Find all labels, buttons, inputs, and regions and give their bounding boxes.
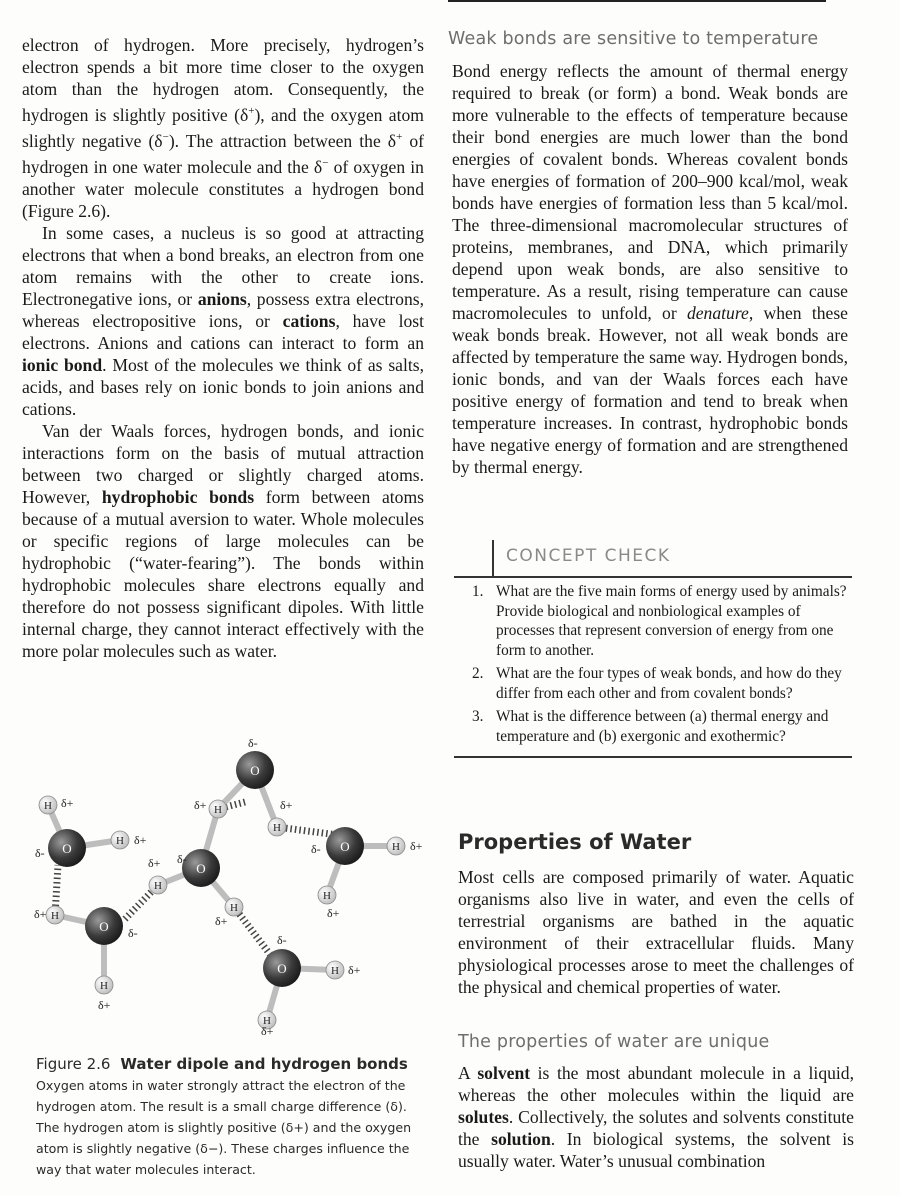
figure-number: Figure 2.6 — [36, 1055, 111, 1073]
charge-label: δ+ — [61, 796, 74, 810]
oxygen-label: O — [99, 919, 109, 934]
hydrogen-label: H — [44, 800, 52, 812]
oxygen-label: O — [62, 841, 72, 856]
question-number: 2. — [472, 665, 484, 682]
key-term: solvent — [477, 1063, 531, 1083]
concept-check-header — [454, 540, 852, 578]
text-run: Van der Waals forces, hydrogen bonds, and ionic interactions form on the basis of mutual attraction between two charged or slightly charged atoms. However, — [22, 420, 424, 507]
text-run: . Most of the molecules we think of as salts, acids, and bases rely on ionic bonds to join anions and cations. — [22, 354, 425, 419]
text-run: ), and the oxygen atom slightly negative (δ — [22, 104, 424, 151]
properties-section — [458, 830, 854, 1172]
figure-caption-text: Oxygen atoms in water strongly attract the electron of the hydrogen atom. The result is a small charge difference (δ). The hydrogen atom is slightly positive (δ+) and the oxygen atom is slightly negative (δ−). These charges influence the way that water molecules interact. — [36, 1078, 412, 1177]
heading-water-unique: The properties of water are unique — [458, 1032, 770, 1052]
charge-label: δ+ — [410, 839, 423, 853]
hydrogen-label: H — [392, 841, 400, 853]
hydrogen-label: H — [263, 1015, 271, 1027]
oxygen-label: O — [250, 763, 260, 778]
charge-superscript: − — [322, 156, 329, 169]
paragraph-solvent — [458, 1062, 854, 1172]
charge-label: δ+ — [215, 914, 228, 928]
paragraph-ionic-bond — [22, 222, 424, 420]
concept-check-label: CONCEPT CHECK — [506, 546, 671, 566]
water-molecules-figure — [30, 735, 430, 1035]
text-run: of hydrogen in one water molecule and the δ — [22, 130, 424, 177]
unique-body — [458, 1062, 854, 1172]
text-run: ). The attraction between the δ — [168, 130, 397, 151]
key-term: cations — [282, 310, 336, 331]
figure-title: Water dipole and hydrogen bonds — [120, 1055, 408, 1073]
figure-caption — [36, 1054, 416, 1180]
heading-properties-of-water: Properties of Water — [458, 830, 692, 854]
oxygen-label: O — [277, 961, 287, 976]
concept-question — [454, 664, 852, 703]
text-run: In some cases, a nucleus is so good at attracting electrons that when a bond breaks, an electron from one atom remains with the other to create ions. Electronegative ions, or — [22, 222, 424, 309]
hydrogen-label: H — [273, 822, 281, 834]
text-run: electron of hydrogen. More precisely, hydrogen’s electron spends a bit more time closer to the oxygen atom than the hydrogen atom. Consequently, the hydrogen is slightly positive (δ — [22, 35, 424, 125]
question-text: What is the difference between (a) thermal energy and temperature and (b) exergonic and exothermic? — [496, 708, 829, 745]
text-run: is the most abundant molecule in a liquid, whereas the other molecules within the liquid are — [458, 1063, 854, 1105]
text-run: , possess extra electrons, whereas electropositive ions, or — [22, 288, 425, 331]
key-term: hydrophobic bonds — [101, 486, 255, 507]
concept-question — [454, 582, 852, 660]
charge-label: δ+ — [194, 798, 207, 812]
hydrogen-bond — [234, 907, 272, 957]
concept-check-box — [454, 540, 852, 758]
oxygen-label: O — [340, 839, 350, 854]
key-term: solutes — [458, 1107, 509, 1127]
concept-check-questions — [454, 582, 852, 746]
charge-superscript: − — [162, 130, 169, 143]
hydrogen-label: H — [331, 965, 339, 977]
text-run: form between atoms because of a mutual aversion to water. Whole molecules or specific regions of large molecules can be hydrophobic (“water-fearing”). The bonds within hydrophobic molecules share electrons equally and therefore do not possess significant dipoles. With little internal charge, they cannot interact effectively with the more polar molecules such as water. — [22, 486, 424, 661]
charge-label: δ+ — [348, 963, 361, 977]
left-body-text — [22, 34, 424, 662]
key-term: solution — [491, 1129, 551, 1149]
charge-superscript: + — [248, 105, 255, 117]
weak-bonds-body — [452, 60, 848, 478]
charge-superscript: + — [396, 130, 403, 143]
hydrogen-label: H — [100, 980, 108, 992]
paragraph-hydrogen-bond — [22, 34, 424, 222]
charge-label: δ- — [277, 933, 287, 947]
hydrogen-label: H — [116, 835, 124, 847]
hydrogen-label: H — [214, 804, 222, 816]
left-column — [22, 34, 424, 662]
concept-question — [454, 707, 852, 746]
charge-label: δ- — [248, 736, 258, 750]
key-term: anions — [197, 288, 247, 309]
text-run: , when these weak bonds break. However, not all weak bonds are affected by temperature the same way. Hydrogen bonds, ionic bonds, and van der Waals forces each have positive energy of formation and tend to break when temperature increases. In contrast, hydrophobic bonds have negative energy of formation and are strengthened by thermal energy. — [452, 303, 848, 477]
emphasis: denature — [686, 303, 749, 323]
text-run: . Collectively, the solutes and solvents constitute the — [458, 1107, 854, 1149]
text-run: . In biological systems, the solvent is usually water. Water’s unusual combination — [458, 1129, 854, 1171]
properties-body — [458, 866, 854, 998]
charge-label: δ+ — [148, 856, 161, 870]
charge-label: δ+ — [134, 833, 147, 847]
question-text: What are the four types of weak bonds, and how do they differ from each other and from covalent bonds? — [496, 665, 842, 702]
charge-label: δ+ — [280, 798, 293, 812]
charge-label: δ+ — [98, 998, 111, 1012]
text-run: A — [458, 1063, 478, 1083]
hydrogen-label: H — [154, 880, 162, 892]
charge-label: δ- — [128, 926, 138, 940]
oxygen-label: O — [196, 861, 206, 876]
key-term: ionic bond — [22, 354, 103, 375]
question-text: What are the five main forms of energy used by animals? Provide biological and nonbiological examples of processes that represent conversion of energy from one form to another. — [496, 583, 847, 659]
text-run: of oxygen in another water molecule constitutes a hydrogen bond (Figure 2.6). — [22, 156, 424, 221]
question-number: 1. — [472, 583, 484, 600]
hydrogen-label: H — [323, 890, 331, 902]
paragraph-weak-bonds — [452, 60, 848, 478]
charge-label: δ- — [311, 842, 321, 856]
hydrogen-label: H — [51, 910, 59, 922]
hydrogen-label: H — [230, 902, 238, 914]
charge-label: δ+ — [261, 1024, 274, 1035]
charge-label: δ- — [177, 852, 187, 866]
heading-weak-bonds: Weak bonds are sensitive to temperature — [448, 29, 819, 49]
charge-label: δ- — [35, 846, 45, 860]
question-number: 3. — [472, 708, 484, 725]
charge-label: δ+ — [327, 906, 340, 920]
top-rule — [448, 0, 826, 2]
text-run: Bond energy reflects the amount of thermal energy required to break (or form) a bond. Weak bonds are more vulnerable to the effects of temperature because their bond energies are much lower than the bond energies of covalent bonds. Whereas covalent bonds have energies of formation of 200–900 kcal/mol, weak bonds have energies of formation less than 5 kcal/mol. The three-dimensional macromolecular structures of proteins, membranes, and DNA, which primarily depend upon weak bonds, are also sensitive to temperature. As a result, rising temperature can cause macromolecules to unfold, or — [452, 61, 848, 323]
paragraph-hydrophobic-bond — [22, 420, 424, 662]
paragraph-properties: Most cells are composed primarily of water. Aquatic organisms also live in water, and even the cells of terrestrial organisms are bathed in the aquatic environment of their extracellular fluids. Many physiological processes arose to meet the challenges of the physical and chemical properties of water. — [458, 867, 854, 997]
charge-label: δ+ — [34, 907, 47, 921]
text-run: , have lost electrons. Anions and cations can interact to form an — [22, 310, 424, 353]
